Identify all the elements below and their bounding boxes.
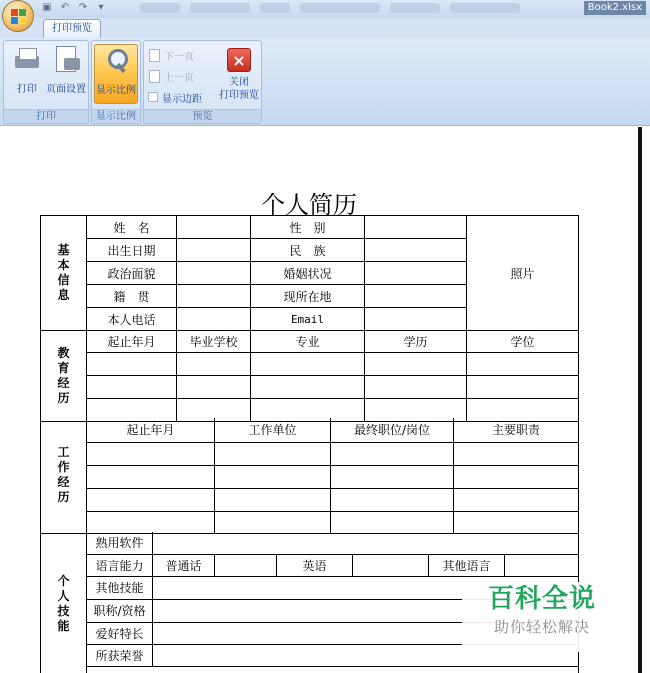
undo-icon[interactable]: ↶: [60, 2, 70, 13]
table-cell[interactable]: [467, 353, 579, 376]
field-phone-value[interactable]: [177, 308, 251, 331]
work-header-period: 起止年月: [87, 418, 215, 442]
window-filename: Book2.xlsx: [584, 1, 646, 15]
save-icon[interactable]: ▣: [42, 2, 52, 13]
edu-header-major: 专业: [251, 331, 365, 353]
table-cell[interactable]: [365, 353, 467, 376]
table-cell[interactable]: [87, 376, 177, 399]
table-cell[interactable]: [467, 376, 579, 399]
table-cell[interactable]: [251, 353, 365, 376]
field-political-label: 政治面貌: [87, 262, 177, 285]
table-cell[interactable]: [215, 488, 331, 511]
skill-language-label: 语言能力: [87, 554, 153, 576]
page-setup-icon: [52, 46, 80, 74]
show-margins-checkbox[interactable]: [148, 88, 202, 106]
field-email-value[interactable]: [365, 308, 467, 331]
group-print-name: 打印: [4, 109, 88, 123]
print-button-label: 打印: [17, 84, 37, 95]
basic-info-label: 基 本 信 息: [41, 216, 87, 331]
zoom-button[interactable]: [94, 44, 138, 104]
skill-software-value[interactable]: [153, 532, 579, 554]
edu-header-degree-level: 学历: [365, 331, 467, 353]
skills-label: 个 人 技 能: [41, 532, 87, 673]
close-icon: ×: [227, 48, 251, 72]
work-header-employer: 工作单位: [215, 418, 331, 442]
close-preview-button[interactable]: [216, 44, 262, 104]
table-cell[interactable]: [454, 488, 579, 511]
group-zoom: [91, 40, 141, 124]
close-preview-label: 关闭 打印预览: [219, 77, 259, 101]
table-cell[interactable]: [331, 442, 454, 465]
page-setup-label: 页面设置: [46, 84, 86, 95]
zoom-button-label: 显示比例: [96, 85, 136, 96]
field-marital-value[interactable]: [365, 262, 467, 285]
lang-other-label: 其他语言: [429, 554, 505, 576]
page-setup-button[interactable]: [42, 44, 90, 104]
dropdown-icon[interactable]: ▾: [98, 2, 104, 13]
lang-english-value[interactable]: [353, 554, 429, 576]
skill-other-label: 其他技能: [87, 576, 153, 599]
field-political-value[interactable]: [177, 262, 251, 285]
resume-table-top: [40, 215, 579, 422]
table-cell[interactable]: [215, 442, 331, 465]
table-cell[interactable]: [215, 465, 331, 488]
field-location-value[interactable]: [365, 285, 467, 308]
edu-header-school: 毕业学校: [177, 331, 251, 353]
group-zoom-name: 显示比例: [92, 109, 140, 123]
field-email-label: Email: [251, 308, 365, 331]
field-ethnicity-value[interactable]: [365, 239, 467, 262]
watermark: [462, 582, 622, 652]
next-page-label: 下一页: [164, 51, 194, 63]
field-phone-label: 本人电话: [87, 308, 177, 331]
prev-page-label: 上一页: [164, 72, 194, 84]
table-cell[interactable]: [365, 376, 467, 399]
blurred-title-area: [140, 3, 580, 15]
work-label: 工 作 经 历: [41, 418, 87, 533]
lang-english-label: 英语: [277, 554, 353, 576]
field-hometown-label: 籍 贯: [87, 285, 177, 308]
watermark-subtitle: 助你轻松解决: [493, 618, 590, 636]
printer-icon: [13, 46, 41, 74]
table-cell[interactable]: [331, 465, 454, 488]
table-cell[interactable]: [87, 465, 215, 488]
field-name-label: 姓 名: [87, 216, 177, 239]
lang-mandarin-label: 普通话: [153, 554, 215, 576]
table-cell[interactable]: [331, 511, 454, 533]
table-cell[interactable]: [87, 511, 215, 533]
table-cell[interactable]: [215, 511, 331, 533]
tab-print-preview[interactable]: 打印预览: [43, 19, 101, 38]
field-name-value[interactable]: [177, 216, 251, 239]
next-page-button[interactable]: [148, 46, 194, 64]
show-margins-label: 显示边距: [162, 93, 202, 105]
lang-other-value[interactable]: [505, 554, 579, 576]
office-button[interactable]: [2, 0, 34, 32]
table-cell[interactable]: [87, 353, 177, 376]
table-cell[interactable]: [87, 666, 579, 673]
work-header-position: 最终职位/岗位: [331, 418, 454, 442]
field-birthdate-value[interactable]: [177, 239, 251, 262]
page-edge-line: [638, 127, 642, 673]
field-gender-label: 性 别: [251, 216, 365, 239]
table-cell[interactable]: [177, 376, 251, 399]
zoom-magnifier-icon: [102, 47, 130, 75]
ribbon: [0, 38, 650, 126]
field-ethnicity-label: 民 族: [251, 239, 365, 262]
table-cell[interactable]: [251, 376, 365, 399]
lang-mandarin-value[interactable]: [215, 554, 277, 576]
edu-header-degree: 学位: [467, 331, 579, 353]
print-preview-area[interactable]: [0, 127, 650, 673]
checkbox-icon: [148, 92, 158, 102]
prev-page-icon: [148, 70, 160, 82]
document-title: 个人简历: [261, 191, 357, 219]
table-cell[interactable]: [454, 511, 579, 533]
field-gender-value[interactable]: [365, 216, 467, 239]
watermark-title: 百科全说: [487, 584, 596, 614]
next-page-icon: [148, 49, 160, 61]
resume-table-work: [40, 418, 579, 534]
photo-cell[interactable]: 照片: [467, 216, 579, 331]
group-preview: [143, 40, 262, 124]
table-cell[interactable]: [87, 488, 215, 511]
skill-honor-label: 所获荣誉: [87, 644, 153, 666]
table-cell[interactable]: [87, 442, 215, 465]
table-cell[interactable]: [454, 442, 579, 465]
field-hometown-value[interactable]: [177, 285, 251, 308]
group-print: [3, 40, 89, 124]
work-header-duties: 主要职责: [454, 418, 579, 442]
office-logo-icon: [11, 9, 26, 24]
group-preview-name: 预览: [144, 109, 261, 123]
prev-page-button[interactable]: [148, 67, 194, 85]
redo-icon[interactable]: ↷: [78, 2, 88, 13]
table-cell[interactable]: [177, 353, 251, 376]
title-bar: [0, 0, 650, 18]
ribbon-tab-row: [0, 18, 650, 38]
table-cell[interactable]: [454, 465, 579, 488]
table-cell[interactable]: [331, 488, 454, 511]
skill-title-label: 职称/资格: [87, 599, 153, 622]
field-birthdate-label: 出生日期: [87, 239, 177, 262]
skill-hobby-label: 爱好特长: [87, 622, 153, 644]
skill-software-label: 熟用软件: [87, 532, 153, 554]
education-label: 教 育 经 历: [41, 331, 87, 422]
field-marital-label: 婚姻状况: [251, 262, 365, 285]
edu-header-period: 起止年月: [87, 331, 177, 353]
quick-access-toolbar: [40, 1, 108, 15]
field-location-label: 现所在地: [251, 285, 365, 308]
